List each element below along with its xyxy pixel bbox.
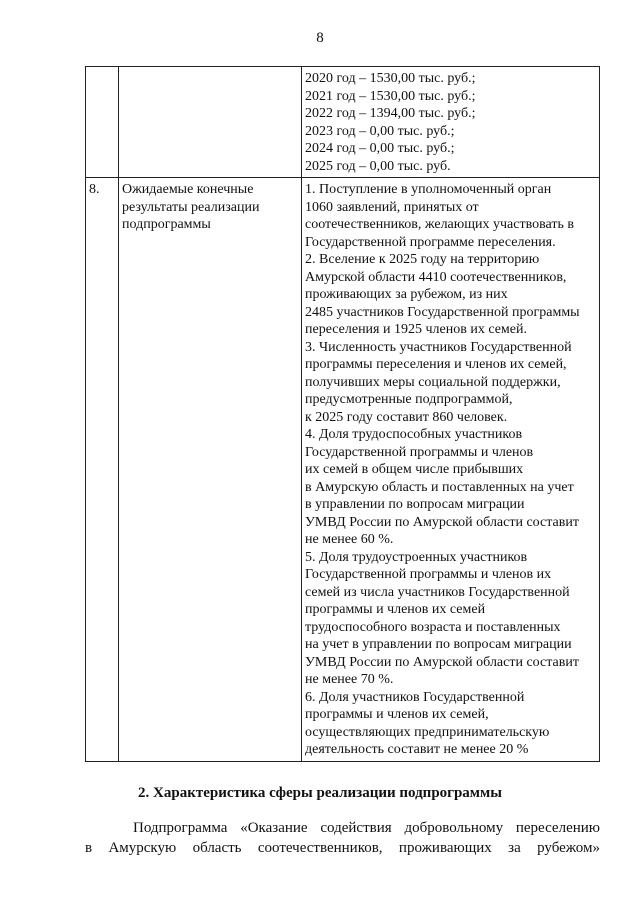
result-line: деятельность составит не менее 20 % — [305, 742, 529, 757]
section-heading: 2. Характеристика сферы реализации подпрограммы — [138, 785, 502, 801]
results-row — [86, 178, 600, 762]
result-line: осуществляющих предпринимательскую — [305, 724, 550, 740]
section-paragraph — [85, 818, 600, 858]
result-line: семей из числа участников Государственной — [305, 584, 570, 600]
result-line: 1. Поступление в уполномоченный орган — [305, 182, 552, 197]
result-line: Амурской области 4410 соотечественников, — [305, 269, 567, 285]
result-line: проживающих за рубежом, из них — [305, 287, 508, 302]
result-line: не менее 60 %. — [305, 532, 394, 547]
result-line: 4. Доля трудоспособных участников — [305, 427, 523, 442]
paragraph-line: в Амурскую область соотечественников, проживающих за рубежом» — [85, 840, 600, 856]
funding-line: 2024 год – 0,00 тыс. руб.; — [305, 141, 455, 156]
result-line: 6. Доля участников Государственной — [305, 689, 525, 705]
page-number: 8 — [316, 30, 324, 46]
result-line: программы и членов их семей — [305, 602, 486, 617]
funding-row-number — [86, 67, 119, 178]
result-line: Государственной программе переселения. — [305, 234, 556, 250]
funding-line: 2025 год – 0,00 тыс. руб. — [305, 158, 451, 174]
result-line: переселения и 1925 членов их семей. — [305, 322, 527, 337]
results-row-label — [119, 178, 302, 762]
funding-line: 2021 год – 1530,00 тыс. руб.; — [305, 88, 476, 104]
results-row-values — [302, 178, 600, 762]
funding-row-values — [302, 67, 600, 178]
result-line: соотечественников, желающих участвовать в — [305, 217, 574, 232]
result-line: предусмотренные подпрограммой, — [305, 392, 513, 407]
result-line: Государственной программы и членов их — [305, 567, 552, 582]
result-line: на учет в управлении по вопросам миграции — [305, 637, 572, 652]
funding-line: 2022 год – 1394,00 тыс. руб.; — [305, 106, 476, 121]
results-row-number: 8. — [86, 178, 119, 762]
result-line: 2485 участников Государственной программы — [305, 304, 580, 320]
result-line: их семей в общем числе прибывших — [305, 462, 524, 477]
funding-row — [86, 67, 600, 178]
result-line: 2. Вселение к 2025 году на территорию — [305, 252, 540, 267]
result-line: не менее 70 %. — [305, 672, 394, 687]
result-line: программы и членов их семей, — [305, 707, 489, 722]
result-line: к 2025 году составит 860 человек. — [305, 409, 508, 425]
result-line: 1060 заявлений, принятых от — [305, 199, 479, 215]
results-label-text: Ожидаемые конечные результаты реализации подпрограммы — [122, 182, 260, 232]
funding-line: 2020 год – 1530,00 тыс. руб.; — [305, 71, 476, 86]
result-line: УМВД России по Амурской области составит — [305, 514, 579, 530]
result-line: 5. Доля трудоустроенных участников — [305, 549, 528, 565]
result-line: программы переселения и членов их семей, — [305, 357, 567, 372]
result-line: получивших меры социальной поддержки, — [305, 374, 561, 390]
result-line: в Амурскую область и поставленных на учет — [305, 479, 574, 495]
result-line: УМВД России по Амурской области составит — [305, 654, 579, 670]
result-line: трудоспособного возраста и поставленных — [305, 619, 561, 635]
funding-row-label — [119, 67, 302, 178]
result-line: в управлении по вопросам миграции — [305, 497, 525, 512]
result-line: Государственной программы и членов — [305, 444, 534, 460]
program-passport-table — [85, 66, 600, 762]
funding-line: 2023 год – 0,00 тыс. руб.; — [305, 123, 455, 139]
result-line: 3. Численность участников Государственной — [305, 339, 572, 355]
paragraph-line: Подпрограмма «Оказание содействия добровольному переселению — [133, 820, 600, 836]
